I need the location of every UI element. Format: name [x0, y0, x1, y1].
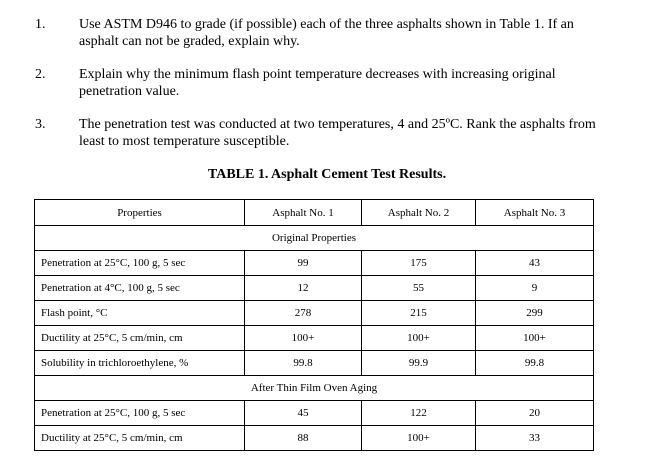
value-cell: 122 [362, 401, 476, 426]
value-cell: 100+ [362, 426, 476, 451]
property-cell: Flash point, °C [35, 301, 245, 326]
value-cell: 12 [245, 276, 362, 301]
section-row [35, 226, 594, 251]
table-row [35, 326, 594, 351]
value-cell: 100+ [362, 326, 476, 351]
property-cell: Penetration at 25°C, 100 g, 5 sec [35, 251, 245, 276]
question-number: 1. [35, 17, 46, 32]
results-table [34, 199, 594, 451]
property-cell: Ductility at 25°C, 5 cm/min, cm [35, 426, 245, 451]
value-cell: 43 [476, 251, 594, 276]
section-row [35, 376, 594, 401]
header-cell: Properties [35, 200, 245, 226]
property-cell: Penetration at 4°C, 100 g, 5 sec [35, 276, 245, 301]
section-label: Original Properties [35, 226, 594, 251]
table-row [35, 276, 594, 301]
value-cell: 99.8 [245, 351, 362, 376]
table-row [35, 351, 594, 376]
header-cell: Asphalt No. 3 [476, 200, 594, 226]
table-header-row [35, 200, 594, 226]
value-cell: 278 [245, 301, 362, 326]
value-cell: 299 [476, 301, 594, 326]
value-cell: 215 [362, 301, 476, 326]
question-text: The penetration test was conducted at two temperatures, 4 and 25ºC. Rank the asphalts from least to most temperature susceptible. [79, 117, 596, 149]
value-cell: 175 [362, 251, 476, 276]
value-cell: 99.9 [362, 351, 476, 376]
table-title: TABLE 1. Asphalt Cement Test Results. [207, 167, 447, 182]
question-text: Explain why the minimum flash point temperature decreases with increasing original penetration value. [79, 67, 556, 99]
question-text: Use ASTM D946 to grade (if possible) each of the three asphalts shown in Table 1. If an asphalt can not be graded, explain why. [79, 17, 574, 49]
property-cell: Penetration at 25°C, 100 g, 5 sec [35, 401, 245, 426]
value-cell: 20 [476, 401, 594, 426]
value-cell: 99.8 [476, 351, 594, 376]
value-cell: 9 [476, 276, 594, 301]
value-cell: 88 [245, 426, 362, 451]
table-row [35, 251, 594, 276]
value-cell: 45 [245, 401, 362, 426]
header-cell: Asphalt No. 2 [362, 200, 476, 226]
table-row [35, 426, 594, 451]
value-cell: 100+ [245, 326, 362, 351]
property-cell: Solubility in trichloroethylene, % [35, 351, 245, 376]
table-row [35, 401, 594, 426]
question-number: 2. [35, 67, 46, 82]
value-cell: 55 [362, 276, 476, 301]
property-cell: Ductility at 25°C, 5 cm/min, cm [35, 326, 245, 351]
header-cell: Asphalt No. 1 [245, 200, 362, 226]
table-row [35, 301, 594, 326]
value-cell: 100+ [476, 326, 594, 351]
value-cell: 99 [245, 251, 362, 276]
value-cell: 33 [476, 426, 594, 451]
question-number: 3. [35, 117, 46, 132]
section-label: After Thin Film Oven Aging [35, 376, 594, 401]
